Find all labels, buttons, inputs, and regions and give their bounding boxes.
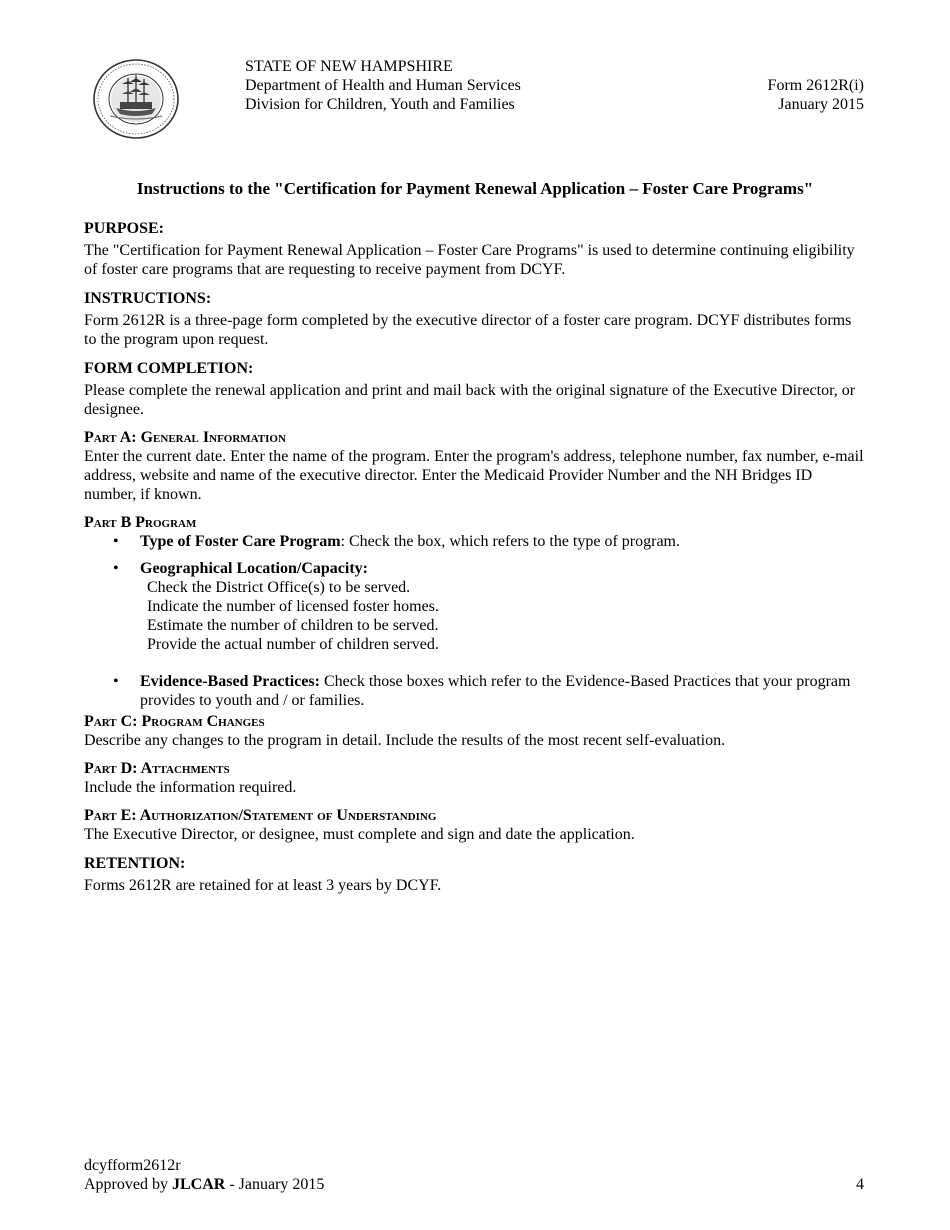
type-of-program-text: : Check the box, which refers to the type of program. (340, 533, 680, 550)
approving-body: JLCAR (171, 1176, 226, 1193)
retention-heading: RETENTION: (84, 855, 186, 872)
form-number: Form 2612R(i) (767, 77, 864, 94)
form-date: January 2015 (778, 96, 864, 113)
instructions-text: Form 2612R is a three-page form completed by the executive director of a foster care program. DCYF distributes forms to the program upon request. (84, 312, 852, 348)
part-d-text: Include the information required. (84, 779, 297, 796)
agency-header (245, 57, 521, 114)
geo-location-lines (140, 578, 866, 654)
geo-line: Estimate the number of children to be served. (147, 617, 439, 634)
form-completion-text: Please complete the renewal application and print and mail back with the original signature of the Executive Director, or designee. (84, 382, 856, 418)
purpose-text: The "Certification for Payment Renewal Application – Foster Care Programs" is used to determine continuing eligibility of foster care programs that are requesting to receive payment from DCYF. (84, 242, 855, 278)
state-name: STATE OF NEW HAMPSHIRE (245, 58, 453, 75)
part-a-text: Enter the current date. Enter the name of the program. Enter the program's address, telephone number, fax number, e-mail address, website and name of the executive director. Enter the Medicaid Provider Number and the NH Bridges ID number, if known. (84, 448, 864, 503)
list-item (84, 559, 866, 654)
evidence-based-label: Evidence-Based Practices: (140, 673, 320, 690)
instructions-heading: INSTRUCTIONS: (84, 290, 212, 307)
part-d-heading: Part D: Attachments (84, 760, 230, 777)
list-item (84, 532, 866, 551)
geo-line: Provide the actual number of children served. (147, 636, 439, 653)
bullet-icon: • (113, 533, 119, 550)
document-body (84, 219, 866, 895)
footer-left (84, 1156, 324, 1194)
list-item (84, 672, 866, 710)
part-e-text: The Executive Director, or designee, must complete and sign and date the application. (84, 826, 635, 843)
part-b-heading: Part B Program (84, 514, 197, 531)
part-e-heading: Part E: Authorization/Statement of Understanding (84, 807, 437, 824)
approval-line (84, 1175, 324, 1194)
form-id: dcyfform2612r (84, 1157, 181, 1174)
approved-prefix: Approved by (84, 1176, 172, 1193)
evidence-based-text: Check those boxes which refer to the Evidence-Based Practices that your program provides to youth and / or families. (140, 673, 851, 709)
retention-text: Forms 2612R are retained for at least 3 years by DCYF. (84, 877, 442, 894)
geo-line: Check the District Office(s) to be served. (147, 579, 411, 596)
state-seal-icon (92, 58, 180, 140)
division-name: Division for Children, Youth and Families (245, 96, 515, 113)
approved-suffix: - January 2015 (225, 1176, 325, 1193)
document-title: Instructions to the "Certification for Payment Renewal Application – Foster Care Programs" (136, 179, 814, 198)
page-number: 4 (856, 1176, 864, 1193)
part-b-list (84, 532, 866, 710)
part-a-heading: Part A: General Information (84, 429, 286, 446)
part-c-text: Describe any changes to the program in detail. Include the results of the most recent self-evaluation. (84, 732, 726, 749)
part-c-heading: Part C: Program Changes (84, 713, 265, 730)
type-of-program-label: Type of Foster Care Program (140, 533, 341, 550)
department-name: Department of Health and Human Services (245, 77, 521, 94)
geo-line: Indicate the number of licensed foster homes. (147, 598, 439, 615)
geo-location-label: Geographical Location/Capacity: (140, 560, 368, 577)
bullet-icon: • (113, 560, 119, 577)
bullet-icon: • (113, 673, 119, 690)
form-completion-heading: FORM COMPLETION: (84, 360, 254, 377)
purpose-heading: PURPOSE: (84, 220, 164, 237)
form-info (768, 76, 864, 114)
